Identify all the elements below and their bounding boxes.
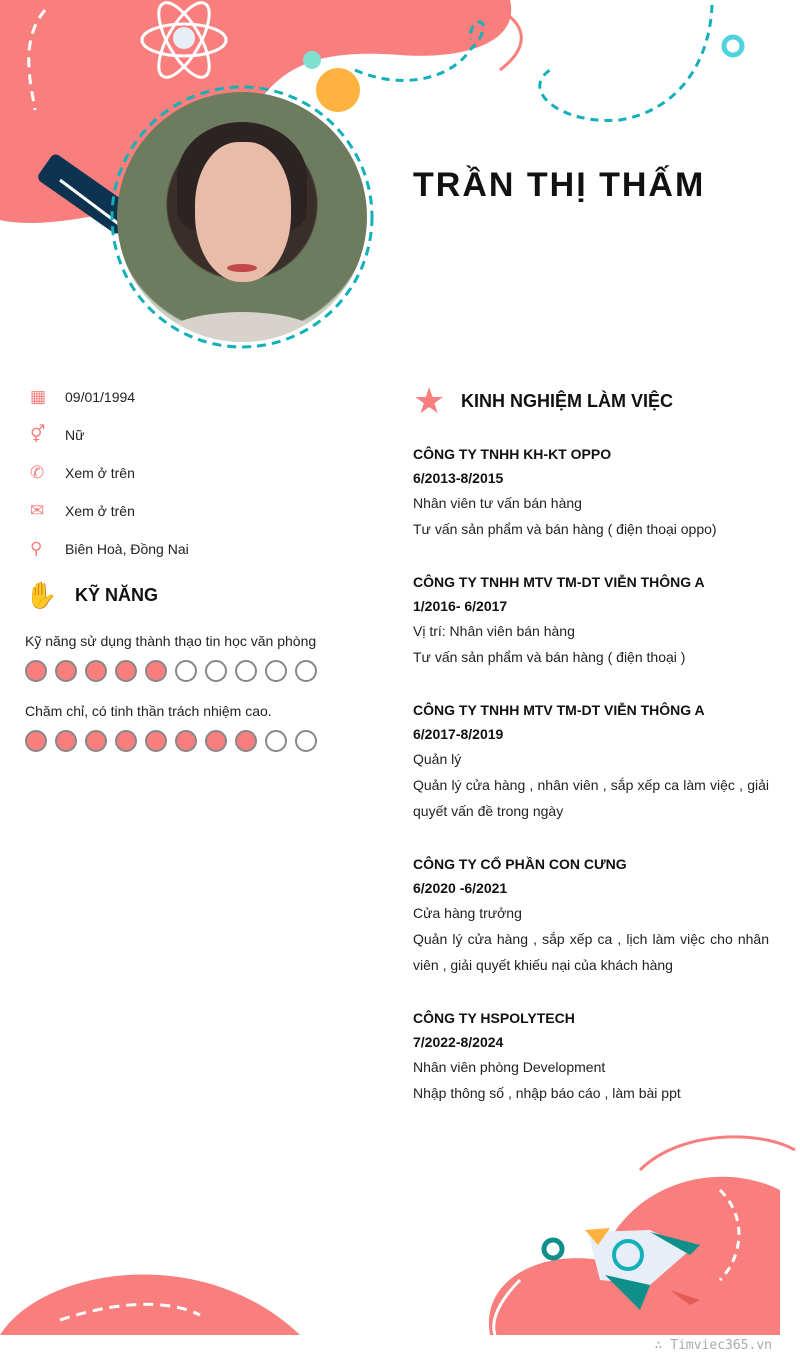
rating-dot: [295, 660, 317, 682]
job-description: Quản lý cửa hàng , nhân viên , sắp xếp ca làm việc , giải quyết vấn đề trong ngày: [413, 777, 769, 819]
info-row: [30, 530, 360, 568]
company-name: CÔNG TY HSPOLYTECH: [413, 1010, 575, 1026]
info-text: Xem ở trên: [65, 465, 135, 481]
skill-name: Chăm chỉ, có tinh thần trách nhiệm cao.: [25, 703, 272, 719]
job-description: Quản lý cửa hàng , sắp xếp ca , lịch làm việc cho nhân viên , giải quyết khiếu nại của khách hàng: [413, 931, 769, 973]
rating-dot: [175, 730, 197, 752]
rating-dot: [85, 730, 107, 752]
rating-dot: [235, 660, 257, 682]
info-text: Xem ở trên: [65, 503, 135, 519]
rating-dot: [115, 730, 137, 752]
calendar-icon: ▦: [30, 387, 47, 406]
job-entry: [413, 570, 769, 670]
job-period: 6/2017-8/2019: [413, 726, 504, 742]
skills-list: [25, 630, 365, 770]
company-name: CÔNG TY TNHH KH-KT OPPO: [413, 446, 612, 462]
rating-dot: [265, 660, 287, 682]
hand-icon: ✋: [25, 580, 58, 610]
job-entry: [413, 698, 769, 824]
experience-header: [413, 380, 673, 422]
skill-rating: [25, 730, 365, 752]
email-icon: ✉: [30, 501, 45, 520]
rating-dot: [55, 730, 77, 752]
job-entry: [413, 442, 769, 542]
rating-dot: [115, 660, 137, 682]
job-period: 7/2022-8/2024: [413, 1034, 504, 1050]
skills-title: KỸ NĂNG: [75, 585, 159, 605]
rating-dot: [265, 730, 287, 752]
rating-dot: [145, 660, 167, 682]
rating-dot: [295, 730, 317, 752]
rating-dot: [25, 730, 47, 752]
info-text: 09/01/1994: [65, 389, 136, 405]
job-period: 6/2013-8/2015: [413, 470, 504, 486]
job-description: Nhân viên tư vấn bán hàng: [413, 495, 582, 511]
experience-title: KINH NGHIỆM LÀM VIỆC: [461, 390, 674, 411]
profile-photo: [117, 92, 367, 342]
rating-dot: [175, 660, 197, 682]
star-icon: ★: [413, 380, 446, 421]
job-period: 6/2020 -6/2021: [413, 880, 508, 896]
rating-dot: [235, 730, 257, 752]
rating-dot: [55, 660, 77, 682]
job-period: 1/2016- 6/2017: [413, 598, 508, 614]
rating-dot: [145, 730, 167, 752]
rating-dot: [25, 660, 47, 682]
job-description: Tư vấn sản phẩm và bán hàng ( điện thoại oppo): [413, 521, 717, 537]
info-row: [30, 378, 360, 416]
company-name: CÔNG TY TNHH MTV TM-DT VIỄN THÔNG A: [413, 702, 705, 718]
job-description: Vị trí: Nhân viên bán hàng: [413, 623, 575, 639]
company-name: CÔNG TY TNHH MTV TM-DT VIỄN THÔNG A: [413, 574, 705, 590]
experience-list: [413, 442, 769, 1134]
job-description: Nhân viên phòng Development: [413, 1059, 606, 1075]
job-description: Nhập thông số , nhập báo cáo , làm bài ppt: [413, 1085, 681, 1101]
skill-rating: [25, 660, 365, 682]
skill-name: Kỹ năng sử dụng thành thạo tin học văn phòng: [25, 633, 317, 649]
rating-dot: [205, 730, 227, 752]
personal-info: [30, 378, 360, 568]
job-entry: [413, 852, 769, 978]
job-description: Cửa hàng trưởng: [413, 905, 522, 921]
phone-icon: ✆: [30, 463, 45, 482]
gender-icon: ⚥: [30, 425, 46, 444]
info-text: Biên Hoà, Đồng Nai: [65, 541, 189, 557]
job-description: Tư vấn sản phẩm và bán hàng ( điện thoại ): [413, 649, 686, 665]
info-row: [30, 492, 360, 530]
job-description: Quản lý: [413, 751, 462, 767]
job-entry: [413, 1006, 769, 1106]
info-row: [30, 454, 360, 492]
rating-dot: [205, 660, 227, 682]
info-row: [30, 416, 360, 454]
lightbulb-icon: [303, 51, 368, 120]
company-name: CÔNG TY CỔ PHẦN CON CƯNG: [413, 856, 627, 872]
location-icon: ⚲: [30, 539, 43, 558]
skills-header: [25, 580, 158, 611]
info-text: Nữ: [65, 427, 85, 443]
candidate-name: TRẦN THỊ THẤM: [413, 166, 706, 204]
watermark: ∴ Timviec365.vn: [654, 1338, 772, 1353]
rating-dot: [85, 660, 107, 682]
